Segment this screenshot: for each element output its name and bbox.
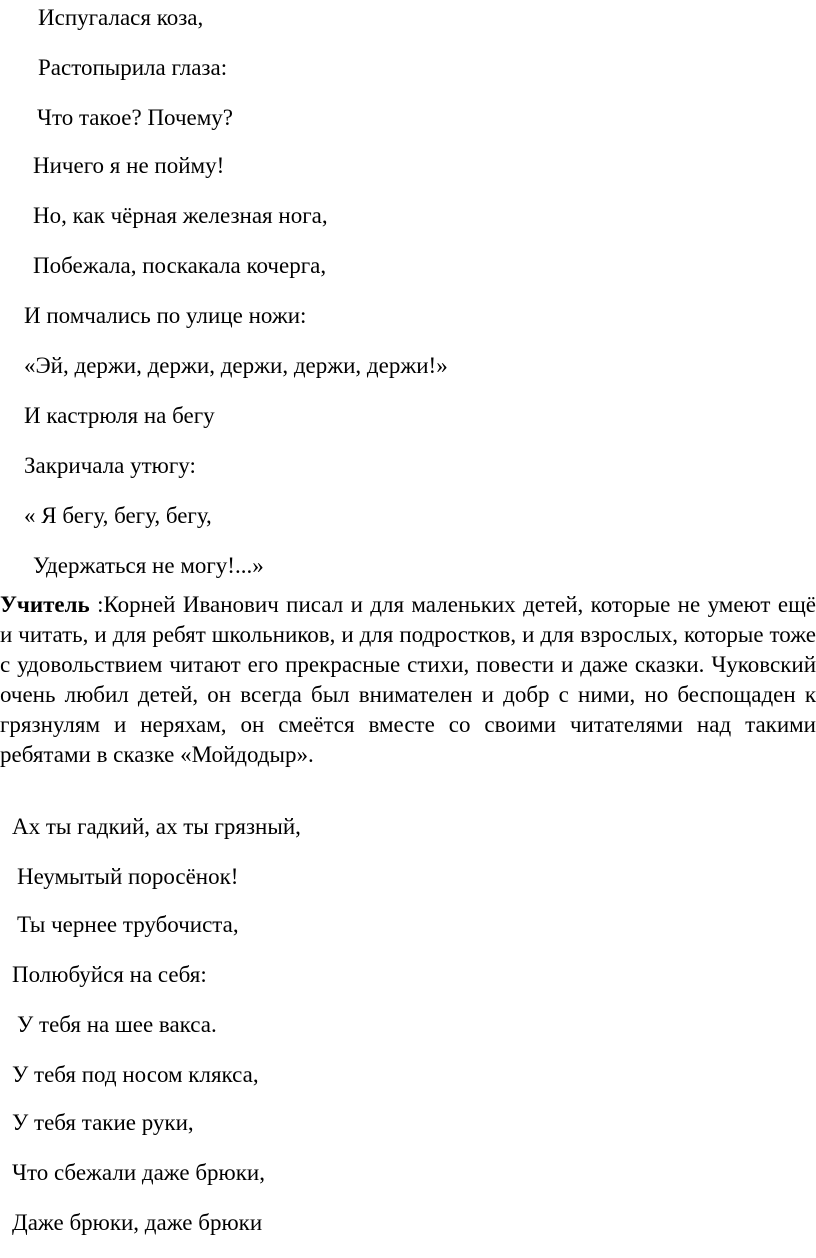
poem-line: Ах ты гадкий, ах ты грязный, [12, 814, 301, 839]
poem-line: У тебя на шее вакса. [17, 1012, 217, 1037]
poem-line: Растопырила глаза: [38, 55, 228, 80]
poem-line: Побежала, поскакала кочерга, [33, 253, 327, 278]
poem-line: У тебя под носом клякса, [12, 1062, 259, 1087]
poem-line: Ты чернее трубочиста, [17, 912, 239, 937]
poem-line: Ничего я не пойму! [33, 153, 225, 178]
teacher-text: :Корней Иванович писал и для маленьких детей, которые не умеют ещё и читать, и для ребят школьников, и для подростков, и для взрослых, которые тоже с удовольствием читают его прекрасные стихи, повести и даже сказки. Чуковский очень любил детей, он всегда был внимателен и добр с ними, но беспощаден к грязнулям и неряхам, он смеётся вместе со своими читателями над такими ребятами в сказке «Мойдодыр». [0, 592, 816, 767]
poem-line: Что такое? Почему? [37, 105, 233, 130]
speaker-label: Учитель [0, 592, 90, 617]
poem-line: « Я бегу, бегу, бегу, [24, 503, 212, 528]
poem-line: Даже брюки, даже брюки [12, 1210, 263, 1235]
poem-line: Испугалася коза, [38, 5, 204, 30]
poem-line: Но, как чёрная железная нога, [33, 203, 328, 228]
poem-line: Удержаться не могу!...» [33, 553, 264, 578]
poem-line: Закричала утюгу: [24, 453, 196, 478]
poem-line: «Эй, держи, держи, держи, держи, держи!» [24, 353, 448, 378]
teacher-paragraph [0, 590, 816, 770]
poem-line: Неумытый поросёнок! [17, 864, 239, 889]
poem-line: У тебя такие руки, [12, 1110, 194, 1135]
poem-line: Полюбуйся на себя: [12, 962, 207, 987]
poem-line: И кастрюля на бегу [24, 403, 215, 428]
poem-line: И помчались по улице ножи: [24, 303, 307, 328]
poem-line: Что сбежали даже брюки, [12, 1160, 265, 1185]
